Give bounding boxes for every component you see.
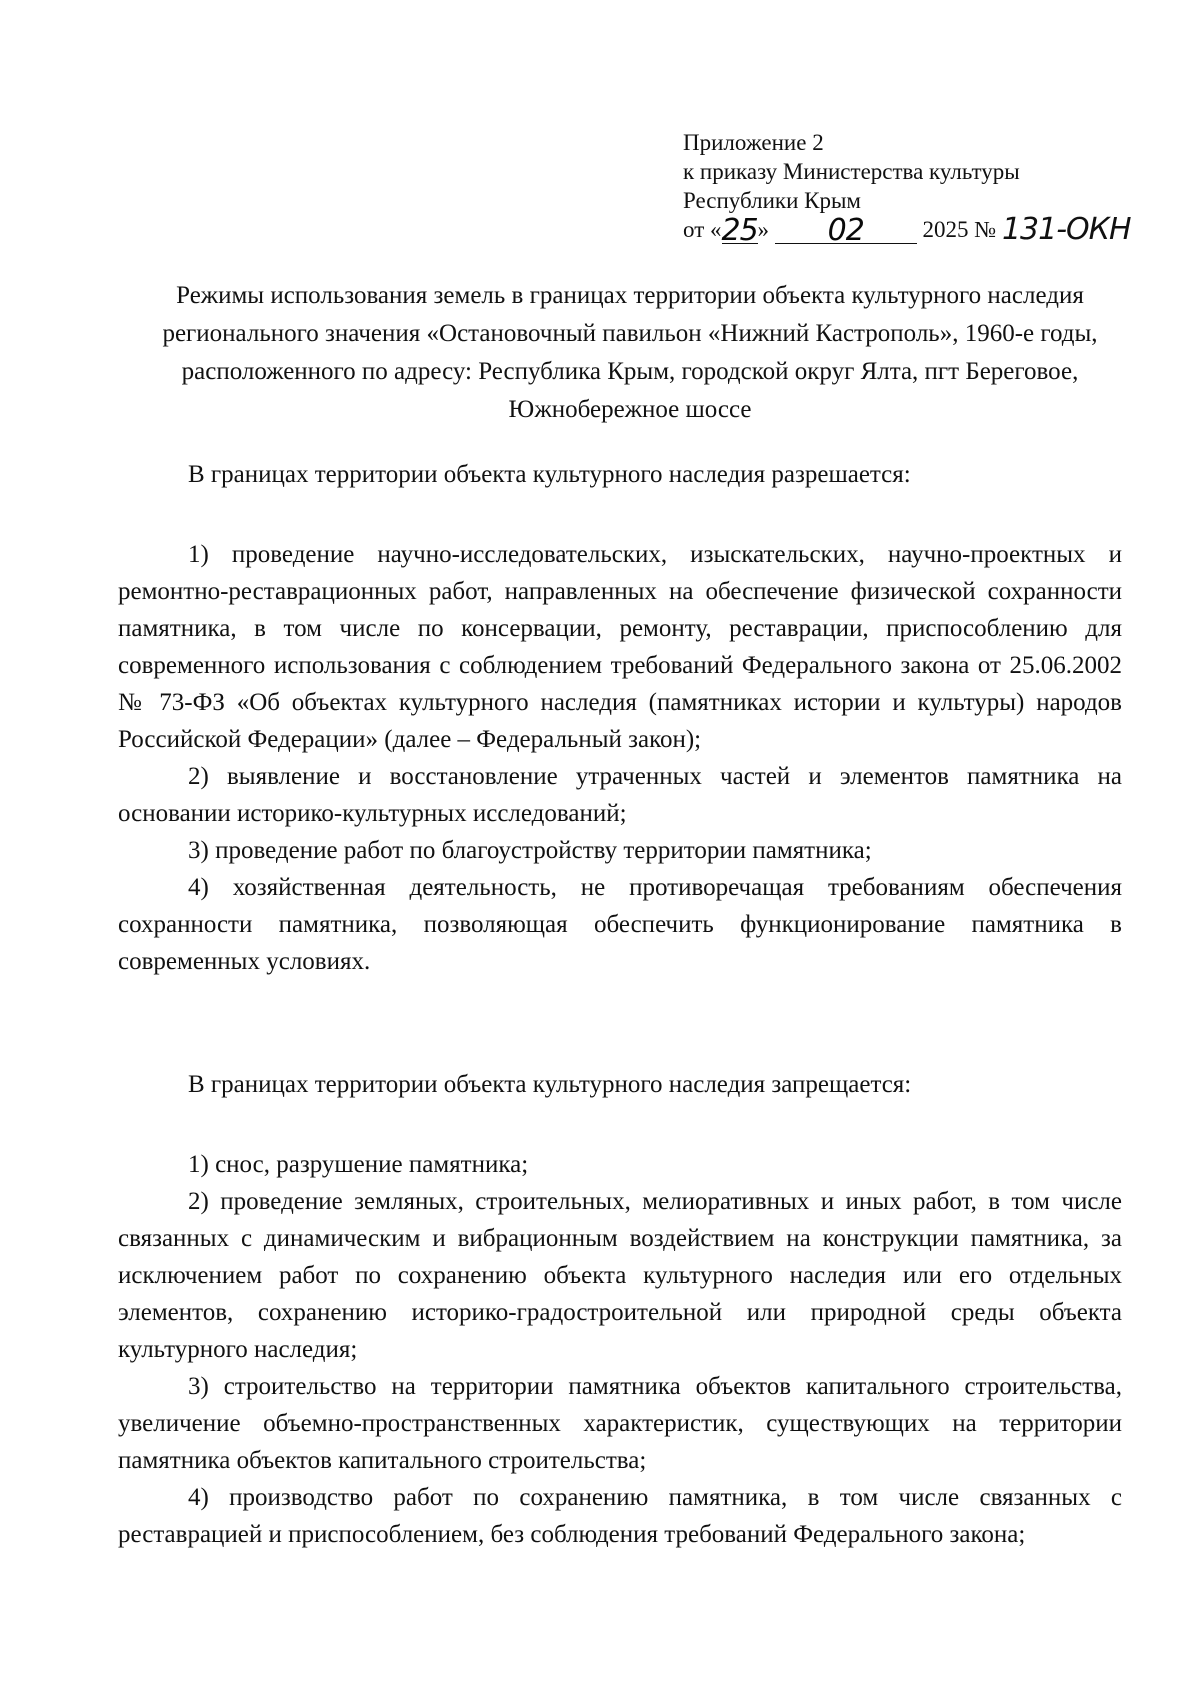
date-year-number: 2025 №	[922, 217, 997, 242]
appendix-region: Республики Крым	[683, 188, 861, 213]
handwritten-month: 02	[827, 213, 864, 248]
date-close-quote: »	[757, 217, 769, 242]
forbidden-item: 1) снос, разрушение памятника;	[188, 1151, 529, 1178]
document-title: Режимы использования земель в границах территории объекта культурного наследия регионального значения «Остановочный павильон «Нижний Кастрополь», 1960-е годы, расположенного по адресу: Республика Крым, городской округ Ялта, пгт Береговое, Южнобережное шоссе	[162, 282, 1098, 423]
appendix-block	[683, 128, 1131, 248]
allowed-item: 4) хозяйственная деятельность, не противоречащая требованиям обеспечения сохранности памятника, позволяющая обеспечить функционирование памятника в современных условиях.	[118, 874, 1122, 975]
forbidden-item: 4) производство работ по сохранению памятника, в том числе связанных с реставрацией и приспособлением, без соблюдения требований Федерального закона;	[118, 1484, 1122, 1548]
allowed-item: 2) выявление и восстановление утраченных частей и элементов памятника на основании историко-культурных исследований;	[118, 763, 1122, 827]
order-date-line	[683, 212, 1131, 248]
handwritten-order-number: 131-ОКН	[1001, 212, 1131, 247]
forbidden-item: 3) строительство на территории памятника объектов капитального строительства, увеличение объемно-пространственных характеристик, существующих на территории памятника объектов капитального строительства;	[118, 1373, 1122, 1474]
allowed-item: 3) проведение работ по благоустройству территории памятника;	[188, 837, 872, 864]
forbidden-list	[118, 1146, 1122, 1553]
month-blank	[775, 213, 917, 248]
appendix-title: Приложение 2	[683, 130, 824, 155]
allowed-heading: В границах территории объекта культурного наследия разрешается:	[188, 461, 911, 488]
appendix-order-ref: к приказу Министерства культуры	[683, 159, 1020, 184]
handwritten-day: 25	[721, 213, 758, 248]
allowed-item: 1) проведение научно-исследовательских, изыскательских, научно-проектных и ремонтно-реставрационных работ, направленных на обеспечение физической сохранности памятника, в том числе по консервации, ремонту, реставрации, приспособлению для современного использования с соблюдением требований Федерального закона от 25.06.2002 № 73-ФЗ «Об объектах культурного наследия (памятниках истории и культуры) народов Российской Федерации» (далее – Федеральный закон);	[118, 541, 1122, 753]
date-prefix: от «	[683, 217, 722, 242]
forbidden-heading: В границах территории объекта культурного наследия запрещается:	[188, 1071, 912, 1098]
allowed-list	[118, 536, 1122, 980]
day-blank	[721, 213, 758, 248]
forbidden-item: 2) проведение земляных, строительных, мелиоративных и иных работ, в том числе связанных с динамическим и вибрационным воздействием на конструкции памятника, за исключением работ по сохранению объекта культурного наследия или его отдельных элементов, сохранению историко-градостроительной или природной среды объекта культурного наследия;	[118, 1188, 1122, 1363]
